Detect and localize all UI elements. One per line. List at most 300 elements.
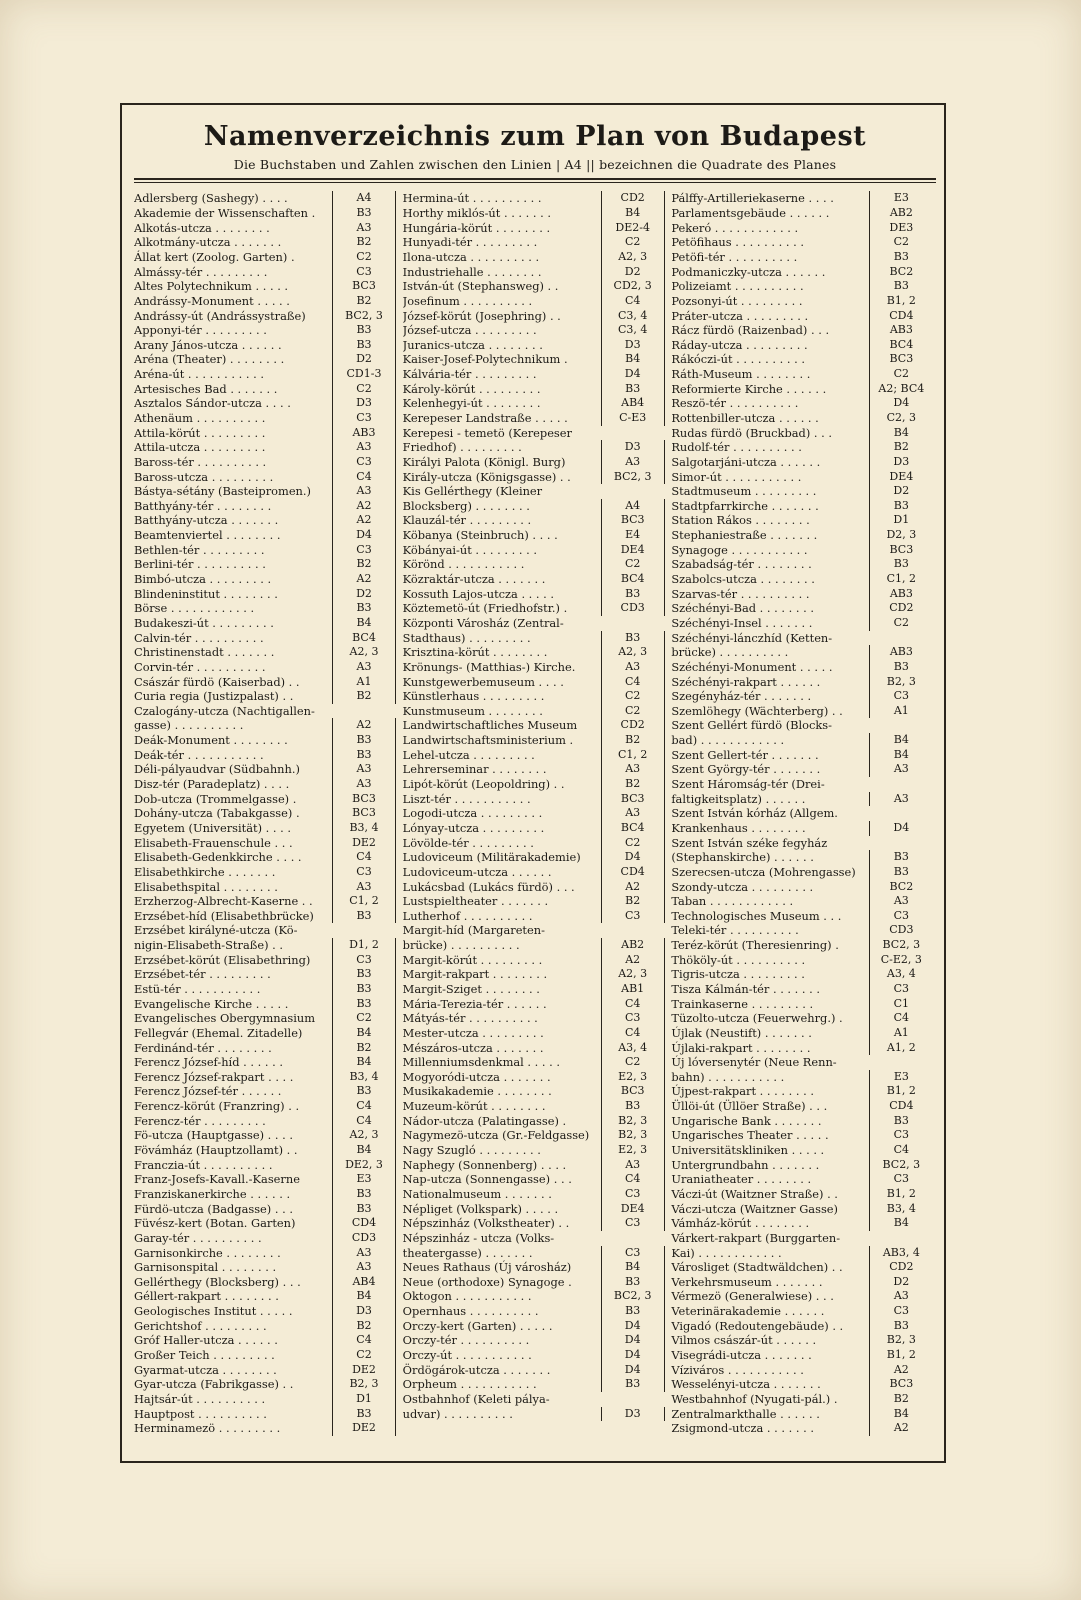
entry-grid-code: B4 [601, 1260, 665, 1275]
index-entry [671, 1158, 936, 1173]
entry-name: Hunyadi-tér . . . . . . . . . [402, 235, 538, 250]
index-entry [403, 221, 668, 236]
entry-grid-code: A2 [332, 513, 396, 528]
entry-name: Újlak (Neustift) . . . . . . . [671, 1025, 812, 1040]
entry-grid-code: C2 [332, 1348, 396, 1363]
entry-name: Ráth-Museum . . . . . . . . [671, 367, 811, 382]
index-entry [403, 909, 668, 924]
index-entry [671, 777, 936, 792]
entry-name: Josefinum . . . . . . . . . . [402, 293, 533, 308]
entry-name: Váczi-út (Waitzner Straße) . . [671, 1186, 838, 1201]
index-entry [671, 382, 936, 397]
entry-name: Lehrerseminar . . . . . . . . [402, 762, 547, 777]
entry-name: Petöfi-tér . . . . . . . . . . [671, 249, 798, 264]
index-entry [134, 616, 399, 631]
index-entry [403, 1202, 668, 1217]
entry-grid-code: A2 [869, 1421, 932, 1436]
index-entry [671, 440, 936, 455]
entry-name: brücke) . . . . . . . . . . [402, 938, 520, 953]
entry-name: brücke) . . . . . . . . . . [671, 645, 789, 660]
entry-grid-code: A3 [601, 1158, 665, 1173]
index-entry [403, 733, 668, 748]
index-entry [403, 557, 668, 572]
entry-name: Királyi Palota (Königl. Burg) [402, 454, 566, 469]
index-entry [671, 279, 936, 294]
entry-grid-code: DE2-4 [601, 221, 665, 236]
entry-name: Práter-utcza . . . . . . . . . [671, 308, 809, 323]
index-entry [671, 631, 936, 646]
index-entry [671, 1055, 936, 1070]
index-entry [134, 718, 399, 733]
index-entry [134, 748, 399, 763]
entry-name: Universitätskliniken . . . . . [671, 1143, 825, 1158]
entry-grid-code: B3 [601, 1275, 665, 1290]
entry-grid-code: CD3 [332, 1231, 396, 1246]
entry-name: Curia regia (Justizpalast) . . [134, 689, 294, 704]
entry-grid-code: AB4 [332, 1275, 396, 1290]
index-entry [671, 1070, 936, 1085]
entry-grid-code: D2 [869, 1275, 932, 1290]
index-entry [671, 221, 936, 236]
index-entry [403, 850, 668, 865]
entry-name: Andrássy-Monument . . . . . [134, 293, 290, 308]
index-entry [134, 865, 399, 880]
index-entry [671, 557, 936, 572]
header-rule [134, 178, 936, 183]
entry-grid-code: DE4 [601, 543, 665, 558]
index-entry [134, 1128, 399, 1143]
entry-name: Erzsébet királyné-utcza (Kö- [134, 923, 298, 938]
entry-name: Vigadó (Redoutengebäude) . . [671, 1318, 844, 1333]
entry-grid-code: B1, 2 [869, 294, 932, 309]
entry-grid-code: C4 [601, 1172, 665, 1187]
index-entry [403, 279, 668, 294]
entry-name: Központi Városház (Zentral- [402, 615, 564, 630]
entry-grid-code: C4 [332, 470, 396, 485]
entry-name: Szent Gellért fürdö (Blocks- [671, 718, 832, 733]
entry-grid-code: B3 [601, 382, 665, 397]
entry-grid-code: B2 [869, 440, 932, 455]
entry-grid-code: B2 [332, 1041, 396, 1056]
entry-grid-code: C4 [601, 675, 665, 690]
entry-grid-code: B1, 2 [869, 1084, 932, 1099]
entry-grid-code: A1 [869, 1026, 932, 1041]
index-entry [134, 543, 399, 558]
entry-name: Körönd . . . . . . . . . . . [402, 557, 525, 572]
entry-grid-code: A2 [601, 953, 665, 968]
entry-grid-code: CD2 [869, 601, 932, 616]
entry-grid-code: C3, 4 [601, 309, 665, 324]
entry-grid-code: B4 [869, 733, 932, 748]
index-entry [671, 718, 936, 733]
index-entry [403, 1070, 668, 1085]
entry-grid-code: A2 [332, 499, 396, 514]
entry-name: Apponyi-tér . . . . . . . . . [134, 323, 267, 338]
entry-name: Mátyás-tér . . . . . . . . . . [402, 1011, 538, 1026]
entry-name: Asztalos Sándor-utcza . . . . [134, 396, 291, 411]
entry-name: Állat kert (Zoolog. Garten) . [134, 249, 295, 264]
entry-grid-code: B3, 4 [332, 1070, 396, 1085]
index-entry [671, 1392, 936, 1407]
entry-name: Arany János-utcza . . . . . . [134, 337, 282, 352]
entry-name: Uraniatheater . . . . . . . . [671, 1172, 812, 1187]
index-entry [403, 1172, 668, 1187]
index-entry [134, 411, 399, 426]
index-entry [403, 1055, 668, 1070]
entry-name: Köbanya (Steinbruch) . . . . [402, 528, 558, 543]
entry-grid-code: AB3 [332, 426, 396, 441]
entry-grid-code: CD2 [869, 1260, 932, 1275]
index-entry [134, 733, 399, 748]
entry-grid-code: C3 [869, 1128, 932, 1143]
index-entry [134, 909, 399, 924]
index-entry [671, 191, 936, 206]
entry-name: Szent Háromság-tér (Drei- [671, 777, 825, 792]
entry-name: Lustspieltheater . . . . . . . [402, 894, 549, 909]
index-entry [671, 206, 936, 221]
entry-name: Elisabeth-Gedenkkirche . . . . [134, 850, 302, 865]
entry-name: Teréz-körút (Theresienring) . [671, 938, 839, 953]
index-entry [671, 250, 936, 265]
entry-grid-code: B3 [332, 338, 396, 353]
index-entry [671, 367, 936, 382]
entry-grid-code: C2 [601, 836, 665, 851]
page-title: Namenverzeichnis zum Plan von Budapest [203, 121, 867, 152]
index-entry [671, 309, 936, 324]
index-entry [134, 1260, 399, 1275]
entry-name: Szent István széke fegyház [671, 835, 828, 850]
entry-grid-code: B2, 3 [601, 1128, 665, 1143]
index-entry [403, 689, 668, 704]
index-entry [671, 294, 936, 309]
entry-name: Hermina-út . . . . . . . . . . [402, 191, 542, 206]
index-entry [403, 982, 668, 997]
entry-name: udvar) . . . . . . . . . . [402, 1406, 513, 1421]
index-entry [134, 191, 399, 206]
entry-name: Franczia-út . . . . . . . . . . [134, 1157, 273, 1172]
entry-name: Király-utcza (Königsgasse) . . [402, 469, 571, 484]
entry-name: Déli-pályaudvar (Südbahnh.) [134, 762, 300, 777]
index-entry [134, 367, 399, 382]
entry-grid-code: B3 [869, 499, 932, 514]
entry-grid-code: B3 [332, 909, 396, 924]
index-entry [403, 587, 668, 602]
entry-name: István-út (Stephansweg) . . [402, 279, 559, 294]
entry-name: Fö-utcza (Hauptgasse) . . . . [134, 1128, 293, 1143]
entry-grid-code: C3 [332, 455, 396, 470]
entry-name: Geologisches Institut . . . . . [134, 1304, 293, 1319]
entry-name: Musikakademie . . . . . . . . [402, 1084, 552, 1099]
entry-name: Közraktár-utcza . . . . . . . [402, 572, 546, 587]
entry-name: Friedhof) . . . . . . . . . [402, 440, 522, 455]
entry-grid-code: B2 [332, 1319, 396, 1334]
index-entry [671, 1041, 936, 1056]
entry-name: Dohány-utcza (Tabakgasse) . [134, 806, 300, 821]
index-entry [134, 880, 399, 895]
entry-grid-code: A3 [332, 221, 396, 236]
index-entry [134, 294, 399, 309]
entry-grid-code: A3, 4 [869, 967, 932, 982]
entry-name: Margit-rakpart . . . . . . . . [402, 967, 548, 982]
index-entry [403, 382, 668, 397]
entry-name: Millenniumsdenkmal . . . . . [402, 1055, 561, 1070]
entry-name: Aréna-út . . . . . . . . . . . [134, 367, 264, 382]
entry-grid-code: AB3, 4 [869, 1246, 932, 1261]
entry-name: Liszt-tér . . . . . . . . . . . [402, 791, 531, 806]
entry-grid-code: A1 [869, 704, 932, 719]
entry-name: Rákóczi-út . . . . . . . . . . [671, 352, 805, 367]
entry-name: bad) . . . . . . . . . . . . [671, 733, 785, 748]
index-entry [671, 880, 936, 895]
entry-grid-code: C1 [869, 997, 932, 1012]
index-entry [671, 455, 936, 470]
entry-grid-code: A4 [332, 191, 396, 206]
index-entry [403, 865, 668, 880]
index-entry [403, 1392, 668, 1407]
entry-name: Künstlerhaus . . . . . . . . . [402, 689, 545, 704]
index-entry [671, 484, 936, 499]
entry-grid-code: E2, 3 [601, 1070, 665, 1085]
entry-name: Lehel-utcza . . . . . . . . . [402, 747, 535, 762]
entry-grid-code: D3 [332, 1304, 396, 1319]
entry-name: Horthy miklós-út . . . . . . . [402, 206, 552, 221]
entry-grid-code: A1, 2 [869, 1041, 932, 1056]
entry-name: Station Rákos . . . . . . . . [671, 513, 810, 528]
index-entry [671, 660, 936, 675]
entry-grid-code: C2 [869, 367, 932, 382]
index-entry [671, 1026, 936, 1041]
entry-name: Berlini-tér . . . . . . . . . . [134, 557, 266, 572]
index-entry [403, 440, 668, 455]
entry-name: Lónyay-utcza . . . . . . . . . [402, 820, 545, 835]
entry-name: Elisabethkirche . . . . . . . [134, 864, 276, 879]
index-column [134, 191, 399, 1436]
entry-grid-code: D2 [332, 587, 396, 602]
entry-grid-code: C3 [601, 1187, 665, 1202]
entry-name: Teleki-tér . . . . . . . . . . [671, 923, 799, 938]
index-entry [134, 923, 399, 938]
index-entry [134, 1392, 399, 1407]
entry-grid-code: A2 [332, 572, 396, 587]
entry-grid-code: B3 [332, 1084, 396, 1099]
entry-name: Blindeninstitut . . . . . . . . [134, 586, 278, 601]
entry-name: Franziskanerkirche . . . . . . [134, 1186, 291, 1201]
index-entry [134, 1158, 399, 1173]
entry-name: Aréna (Theater) . . . . . . . . [134, 352, 285, 367]
entry-grid-code: CD4 [869, 1099, 932, 1114]
entry-grid-code: B3 [332, 206, 396, 221]
entry-name: Großer Teich . . . . . . . . . [134, 1348, 275, 1362]
entry-name: Vilmos császár-út . . . . . . [671, 1333, 817, 1348]
index-entry [134, 1289, 399, 1304]
entry-name: Vámház-körút . . . . . . . . [671, 1216, 810, 1231]
entry-name: Artesisches Bad . . . . . . . [134, 381, 278, 396]
index-entry [403, 792, 668, 807]
entry-name: Fürdö-utcza (Badgasse) . . . [134, 1201, 293, 1216]
index-entry [403, 1231, 668, 1246]
index-entry [134, 1084, 399, 1099]
entry-grid-code: D3 [601, 440, 665, 455]
entry-grid-code: E3 [332, 1172, 396, 1187]
index-entry [403, 748, 668, 763]
entry-name: Lukácsbad (Lukács fürdö) . . . [402, 879, 575, 894]
entry-grid-code: C3 [332, 411, 396, 426]
entry-grid-code: A2 [869, 1363, 932, 1378]
entry-name: Wesselényi-utcza . . . . . . . [671, 1377, 821, 1392]
entry-grid-code: C2 [332, 1011, 396, 1026]
entry-grid-code: BC2, 3 [869, 938, 932, 953]
entry-name: Untergrundbahn . . . . . . . [671, 1157, 820, 1172]
index-entry [134, 557, 399, 572]
entry-grid-code: D4 [332, 528, 396, 543]
entry-name: Újpest-rakpart . . . . . . . . [671, 1084, 814, 1099]
entry-grid-code: E4 [601, 528, 665, 543]
entry-grid-code: B3 [601, 631, 665, 646]
entry-name: Stadtpfarrkirche . . . . . . . [671, 498, 819, 513]
entry-grid-code: C2 [601, 704, 665, 719]
index-entry [671, 997, 936, 1012]
entry-grid-code: A3 [601, 762, 665, 777]
entry-name: Rudolf-tér . . . . . . . . . . [671, 440, 802, 455]
entry-name: Ferencz József-rakpart . . . . [134, 1069, 294, 1084]
index-entry [134, 821, 399, 836]
entry-name: Gyar-utcza (Fabrikgasse) . . [134, 1377, 294, 1392]
entry-grid-code: A3 [332, 1260, 396, 1275]
entry-grid-code: C3 [332, 953, 396, 968]
entry-name: Széchényi-rakpart . . . . . . [671, 674, 821, 689]
index-entry [403, 675, 668, 690]
index-entry [403, 880, 668, 895]
entry-grid-code: BC2, 3 [601, 1289, 665, 1304]
entry-name: Landwirtschaftsministerium . [402, 733, 574, 748]
index-entry [134, 1246, 399, 1261]
index-entry [403, 484, 668, 499]
entry-grid-code: B2, 3 [869, 1333, 932, 1348]
index-entry [671, 909, 936, 924]
entry-grid-code: C3 [601, 1216, 665, 1231]
index-entry [671, 1231, 936, 1246]
index-entry [671, 1099, 936, 1114]
entry-name: Szabadság-tér . . . . . . . . [671, 557, 812, 572]
entry-grid-code: C3 [332, 265, 396, 280]
entry-name: Géllert-rakpart . . . . . . . . [134, 1289, 279, 1304]
entry-grid-code: B2 [332, 235, 396, 250]
entry-grid-code: DE2 [332, 836, 396, 851]
entry-grid-code: CD3 [601, 601, 665, 616]
entry-grid-code: DE4 [601, 1202, 665, 1217]
index-entry [134, 528, 399, 543]
index-entry [134, 470, 399, 485]
entry-name: Tigris-utcza . . . . . . . . . [671, 967, 805, 982]
index-entry [134, 836, 399, 851]
entry-grid-code: D4 [869, 396, 932, 411]
entry-name: Taban . . . . . . . . . . . . [671, 894, 794, 909]
entry-grid-code: C4 [601, 1026, 665, 1041]
index-entry [134, 1333, 399, 1348]
entry-grid-code: B4 [601, 352, 665, 367]
entry-name: Ungarisches Theater . . . . . [671, 1128, 829, 1143]
index-entry [134, 660, 399, 675]
index-entry [403, 1407, 668, 1422]
entry-name: Kunstmuseum . . . . . . . . [402, 703, 543, 718]
entry-grid-code: A2, 3 [601, 967, 665, 982]
entry-grid-code: C3 [869, 1172, 932, 1187]
entry-grid-code: D3 [332, 396, 396, 411]
index-entry [671, 1421, 936, 1436]
entry-grid-code: C3 [332, 543, 396, 558]
index-entry [671, 792, 936, 807]
entry-grid-code: A4 [601, 499, 665, 514]
entry-grid-code: D4 [601, 1348, 665, 1363]
entry-grid-code: B2 [332, 557, 396, 572]
entry-grid-code: B2, 3 [601, 1114, 665, 1129]
index-entry [671, 1084, 936, 1099]
entry-name: Batthyány-utcza . . . . . . . [134, 513, 279, 528]
entry-grid-code: B3 [869, 850, 932, 865]
index-entry [671, 1246, 936, 1261]
entry-name: Népliget (Volkspark) . . . . . [402, 1201, 559, 1216]
entry-grid-code: D4 [869, 821, 932, 836]
index-frame [120, 103, 946, 1463]
entry-name: Disz-tér (Paradeplatz) . . . . [134, 777, 290, 792]
entry-name: Bástya-sétány (Basteipromen.) [134, 484, 311, 499]
index-entry [134, 1143, 399, 1158]
index-entry [403, 1099, 668, 1114]
entry-name: Bethlen-tér . . . . . . . . . [134, 542, 265, 557]
index-entry [671, 1377, 936, 1392]
index-entry [134, 455, 399, 470]
entry-grid-code: A2, 3 [332, 645, 396, 660]
index-entry [403, 777, 668, 792]
entry-name: Visegrádi-utcza . . . . . . . [671, 1348, 812, 1362]
entry-grid-code: BC3 [869, 352, 932, 367]
entry-name: Kelenhegyi-út . . . . . . . . [402, 396, 541, 411]
entry-name: Ferencz József-híd . . . . . . [134, 1055, 283, 1070]
entry-grid-code: D4 [601, 1333, 665, 1348]
entry-grid-code: B3 [332, 1407, 396, 1422]
entry-grid-code: BC4 [869, 338, 932, 353]
entry-grid-code: BC3 [869, 1377, 932, 1392]
entry-grid-code: A2; BC4 [869, 382, 932, 397]
entry-name: bahn) . . . . . . . . . . . [671, 1069, 785, 1084]
index-entry [671, 1128, 936, 1143]
entry-grid-code: AB3 [869, 645, 932, 660]
entry-grid-code: B4 [332, 616, 396, 631]
entry-name: Franz-Josefs-Kavall.-Kaserne [134, 1172, 300, 1187]
index-entry [671, 543, 936, 558]
entry-grid-code: BC3 [601, 1084, 665, 1099]
index-entry [403, 631, 668, 646]
index-entry [134, 1319, 399, 1334]
entry-name: Széchényi-lánczhíd (Ketten- [671, 630, 833, 645]
entry-name: Pekeró . . . . . . . . . . . . [671, 220, 799, 235]
index-entry [134, 1099, 399, 1114]
entry-name: Margit-Sziget . . . . . . . . [402, 981, 540, 996]
index-entry [403, 294, 668, 309]
entry-grid-code: B3 [869, 1114, 932, 1129]
entry-grid-code: C4 [332, 1114, 396, 1129]
entry-name: Podmaniczky-utcza . . . . . . [671, 264, 826, 279]
entry-grid-code: A3 [332, 762, 396, 777]
index-entry [403, 923, 668, 938]
entry-grid-code: B3, 4 [869, 1202, 932, 1217]
entry-grid-code: C1, 2 [332, 894, 396, 909]
entry-name: Mária-Terezia-tér . . . . . . [402, 996, 547, 1011]
entry-grid-code: AB4 [601, 396, 665, 411]
index-entry [134, 1407, 399, 1422]
entry-grid-code: B4 [332, 1289, 396, 1304]
entry-name: Reszö-tér . . . . . . . . . . [671, 396, 799, 411]
